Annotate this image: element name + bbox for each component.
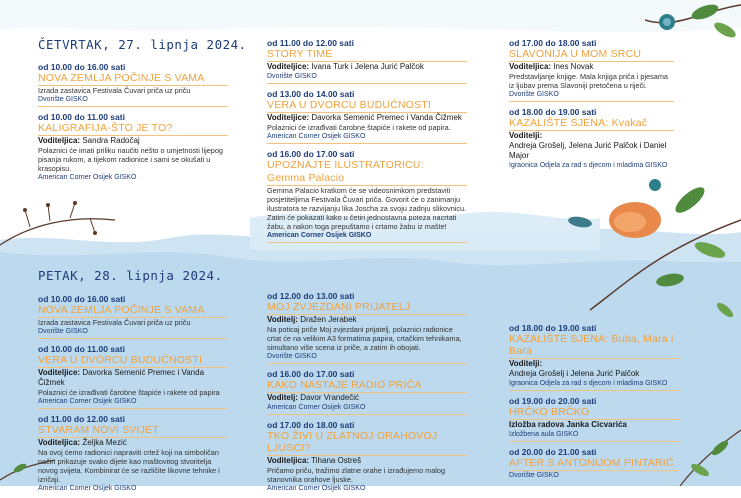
host-name: Dražen Jerabek	[300, 315, 357, 324]
event-host	[38, 136, 228, 146]
friday-column-2	[267, 291, 467, 498]
host-name: Andreja Grošelj i Jelena Jurić Palčok	[509, 369, 640, 378]
event-title: MOJ ZVJEZDANI PRIJATELJ	[267, 301, 467, 315]
event-item	[38, 112, 228, 182]
host-label: Voditeljica:	[509, 62, 552, 71]
event-title: NOVA ZEMLJA POČINJE S VAMA	[38, 72, 228, 86]
event-host	[509, 62, 674, 72]
event-host	[267, 456, 467, 466]
host-label: Voditelji:	[509, 131, 543, 140]
day-heading-friday: PETAK, 28. lipnja 2024.	[38, 268, 223, 283]
event-description: Polaznici će izrađivati čarobne štapiće i rakete od papira	[38, 388, 220, 397]
event-time: od 18.00 do 19.00 sati	[509, 107, 597, 117]
host-label: Voditeljica:	[267, 456, 310, 465]
event-time: od 10.00 do 11.00 sati	[38, 112, 125, 122]
event-title: UPOZNAJTE ILUSTRATORICU:	[267, 159, 424, 171]
event-title: VERA U DVORCU BUDUĆNOSTI	[267, 99, 467, 113]
event-title: STVARAM NOVI SVIJET	[38, 424, 228, 438]
thursday-column-1	[38, 62, 228, 187]
event-item	[38, 344, 228, 409]
event-time: od 12.00 do 13.00 sati	[267, 291, 355, 301]
exhibition-label: Izložba radova Janka Cicvarića	[509, 420, 627, 429]
event-host	[267, 113, 467, 123]
event-description: Na ovoj ćemo radionici napraviti crtež koji na simboličan način prikazuje svako dijete kao maštovitog stvoritelja novog svijeta. Kombinirat će se različite likovne tehnike i izričaji.	[38, 448, 220, 484]
event-item	[267, 89, 467, 144]
divider	[38, 338, 228, 339]
event-time: od 17.00 do 18.00 sati	[267, 420, 355, 430]
event-time: od 16.00 do 17.00 sati	[267, 369, 355, 379]
event-location: American Corner Osijek GISKO	[38, 398, 137, 405]
event-time: od 10.00 do 16.00 sati	[38, 62, 126, 72]
event-description: Polaznici će izrađivati čarobne štapiće i rakete od papira.	[267, 123, 451, 132]
event-location: Izložbena aula GISKO	[509, 431, 579, 438]
branch-left-icon	[0, 185, 120, 255]
event-title: SLAVONIJA U MOM SRCU	[509, 48, 674, 62]
event-host	[509, 359, 679, 369]
event-title: KALIGRAFIJA-ŠTO JE TO?	[38, 122, 228, 136]
event-time: od 20.00 do 21.00 sati	[509, 447, 597, 457]
event-item	[38, 414, 228, 493]
event-item	[267, 291, 467, 364]
friday-column-1	[38, 294, 228, 498]
host-name: Ivana Turk i Jelena Jurić Palčok	[311, 62, 424, 71]
event-item	[38, 62, 228, 107]
event-description: Izrada zastavica Festivala Čuvari priča uz priču	[38, 86, 191, 95]
event-host	[38, 438, 228, 448]
event-location: Dvorište GISKO	[509, 472, 559, 479]
host-label: Voditeljice:	[267, 62, 310, 71]
divider	[38, 408, 228, 409]
divider	[267, 143, 467, 144]
event-description: Gemma Palacio kratkom će se videosnimkom predstaviti posjetiteljima Festivala Čuvari priča. Govorit će o zanimanju ilustratora te razvijanju lika Joscha za svoju zadnju slikovnicu. Zatim će pokazati kako u četiri jednostavna poteza nacrtati žabu, a nakon toga prepuštamo i crtamo žabu iz mašte!	[267, 186, 467, 231]
host-name: Davor Vrandečić	[300, 393, 360, 402]
event-item	[267, 420, 467, 493]
divider	[267, 414, 467, 415]
divider	[267, 83, 467, 84]
event-item	[509, 323, 679, 391]
event-location: American Corner Osijek GISKO	[267, 485, 366, 492]
divider	[38, 106, 228, 107]
event-location: Dvorište GISKO	[509, 91, 559, 98]
event-host	[38, 368, 228, 388]
host-label: Voditeljice:	[38, 368, 81, 377]
event-location: Dvorište GISKO	[267, 353, 317, 360]
host-label: Voditelj:	[267, 393, 298, 402]
event-description: Predstavljanje knjige. Mala knjiga priča i pjesama iz ljubav prema Slavoniji pretočena u riječi.	[509, 72, 668, 90]
event-title: TKO ŽIVI U ZLATNOJ ORAHOVOJ LJUSCI?	[267, 430, 467, 456]
event-time: od 16.00 do 17.00 sati	[267, 149, 355, 159]
event-host	[509, 131, 674, 141]
host-name: Tihana Ostreš	[311, 456, 362, 465]
divider	[267, 242, 467, 243]
host-name: Sandra Radočaj	[82, 136, 140, 145]
host-label: Voditeljica:	[38, 438, 81, 447]
event-location: Dvorište GISKO	[38, 328, 88, 335]
event-location: American Corner Osijek GISKO	[267, 404, 366, 411]
event-item	[509, 447, 679, 480]
host-label: Voditelj:	[267, 315, 298, 324]
event-location: Dvorište GISKO	[267, 73, 317, 80]
event-location: American Corner Osijek GISKO	[38, 174, 137, 181]
event-time: od 11.00 do 12.00 sati	[38, 414, 125, 424]
event-host	[267, 62, 467, 72]
event-subtitle	[509, 420, 679, 430]
event-title: KAZALIŠTE SJENA: Kvakač	[509, 117, 674, 131]
host-label: Voditeljica:	[38, 136, 81, 145]
host-name: Davorka Semenić Premec i Vanda Čižmek	[311, 113, 462, 122]
flower-branch-right-icon	[560, 160, 741, 340]
divider	[509, 101, 674, 102]
event-item	[267, 38, 467, 84]
event-location: American Corner Osijek GISKO	[38, 485, 137, 492]
thursday-column-3	[509, 38, 674, 175]
event-title: HRČKO BRČKO	[509, 406, 679, 420]
host-label: Voditelji:	[509, 359, 543, 368]
host-name: Andreja Grošelj, Jelena Jurić Palčok i Daniel Major	[509, 141, 667, 160]
event-title: VERA U DVORCU BUDUĆNOSTI	[38, 354, 228, 368]
divider	[509, 441, 679, 442]
event-description: Izrada zastavica Festivala Čuvari priča uz priču	[38, 318, 191, 327]
event-item	[267, 369, 467, 415]
host-name: Željka Mezić	[82, 438, 127, 447]
event-title: NOVA ZEMLJA POČINJE S VAMA	[38, 304, 228, 318]
event-title: AFTER S ANTONIJOM PINTARIĆ	[509, 457, 679, 471]
divider	[267, 363, 467, 364]
event-item	[38, 294, 228, 339]
event-time: od 18.00 do 19.00 sati	[509, 323, 597, 333]
event-location: Igraonica Odjela za rad s djecom i mladima GISKO	[509, 162, 668, 169]
day-heading-thursday: ČETVRTAK, 27. lipnja 2024.	[38, 37, 247, 52]
event-title: KAKO NASTAJE RADIO PRIČA	[267, 379, 467, 393]
event-time: od 10.00 do 16.00 sati	[38, 294, 126, 304]
event-host	[267, 393, 467, 403]
event-location: Igraonica Odjela za rad s djecom i mladima GISKO	[509, 380, 668, 387]
host-name: Ines Novak	[553, 62, 594, 71]
event-item	[509, 38, 674, 102]
event-item	[267, 149, 467, 243]
event-location: American Corner Osijek GISKO	[267, 232, 372, 239]
event-item	[509, 396, 679, 442]
event-title-illustrator: Gemma Palacio	[267, 172, 467, 186]
event-time: od 11.00 do 12.00 sati	[267, 38, 354, 48]
event-description: Na poticaj priče Moj zvjezdani prijatelj, polaznici radionice crtat će na velikim A3 formatima papira, crtačkim tehnikama, simultano više scena iz priče, a zatim ih obojati.	[267, 325, 462, 352]
host-label: Voditeljice:	[267, 113, 310, 122]
event-location: Dvorište GISKO	[38, 96, 88, 103]
event-item	[509, 107, 674, 170]
event-time: od 13.00 do 14.00 sati	[267, 89, 355, 99]
event-title: STORY TIME	[267, 48, 467, 62]
event-time: od 19.00 do 20.00 sati	[509, 396, 597, 406]
event-time: od 10.00 do 11.00 sati	[38, 344, 125, 354]
divider	[509, 390, 679, 391]
thursday-column-2	[267, 38, 467, 248]
friday-column-3	[509, 323, 679, 485]
event-title: KAZALIŠTE SJENA: Buba, Mara i Bara	[509, 333, 679, 359]
event-description: Pričamo priču, tražimo zlatne orahe i izrađujemo malog stanovnika orahove ljuske.	[267, 466, 446, 484]
event-host	[267, 315, 467, 325]
event-description: Polaznici će imati priliku naučiti nešto o umjetnosti lijepog pisanja rukom, a tijekom radionice i sami se okušati u krasopisu.	[38, 146, 223, 173]
host-name: Davorka Semenić Premec i Vanda Čižmek	[38, 368, 205, 387]
event-location: American Corner Osijek GISKO	[267, 133, 366, 140]
event-time: od 17.00 do 18.00 sati	[509, 38, 597, 48]
